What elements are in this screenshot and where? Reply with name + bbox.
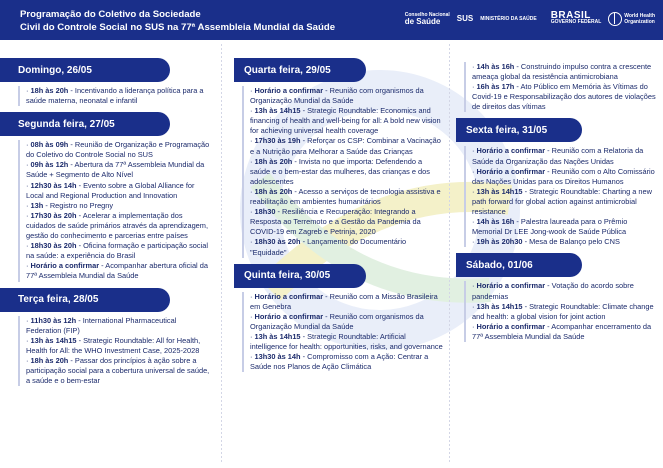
day-items-sexta [464,146,656,247]
schedule-item: · 18h às 20h - Passar dos princípios à ação sobre a participação social para a cobertura universal de saúde, a saúde e o bem-estar [26,355,210,386]
day-items-quinta [242,292,444,373]
brasil-logo: BRASIL GOVERNO FEDERAL [550,10,602,25]
schedule-item: · 13h às 14h15 - Strategic Roundtable: Economics and financing of health and well-being for all: A bold new vision for achieving universal health coverage [250,106,441,136]
schedule-item: · 18h30 às 20h - Lançamento do Documentário "Equidade" [250,237,407,257]
day-items-domingo [18,86,213,106]
header-banner [0,0,663,40]
cns-logo: Conselho Nacional de Saúde [404,12,450,26]
schedule-item: · 19h às 20h30 - Mesa de Balanço pelo CNS [472,237,620,247]
schedule-item: · 18h30 - Resiliência e Recuperação: Integrando a Resposta ao Terremoto e a Gestão da Pandemia da COVID-19 em Zagreb e Petrinja, 2020 [250,207,421,237]
day-items-terca [18,316,213,387]
column-divider [221,44,222,464]
schedule-item: · 16h às 17h - Ato Público em Memória às Vítimas do Covid-19 e Responsabilização dos autores de violações de direitos das vítimas [472,82,656,112]
schedule-item: · Horário a confirmar - Reunião com organismos da Organização Mundial da Saúde [250,311,424,331]
schedule-item: · Horário a confirmar - Reunião com a Relatoria da Saúde da Organização das Nações Unidas [472,146,644,166]
partner-logos [405,6,655,32]
schedule-item: · 13h - Registro no Pregny [26,200,114,210]
column-3 [456,58,656,348]
day-tab-domingo: Domingo, 26/05 [0,58,170,82]
day-tab-terca: Terça feira, 28/05 [0,288,170,312]
ministerio-logo: MINISTÉRIO DA SAÚDE [480,16,537,22]
schedule-item: · 13h às 14h15 - Strategic Roundtable: Climate change and health: a global vision for joint action [472,301,654,321]
schedule-item: · 18h às 20h - Incentivando a liderança política para a saúde materna, neonatal e infantil [26,86,204,106]
schedule-item: · 13h às 14h15 - Strategic Roundtable: Artificial intelligence for health: opportunities, risks, and governance [250,331,443,352]
schedule-item: · 17h30 às 20h - Acelerar a implementação dos cuidados de saúde primários através da aprendizagem, gestão do conhecimento e parcerias entre países [26,210,208,241]
schedule-item: · 13h às 14h15 - Strategic Roundtable: All for Health, Health for All: the WHO Investment Case, 2025-2028 [26,335,201,355]
schedule-item: · 17h30 às 19h - Reforçar os CSP: Combinar a Vacinação e a Nutrição para Melhorar a Saúde das Crianças [250,136,441,156]
schedule-item: · Horário a confirmar - Reunião com a Missão Brasileira em Genebra [250,291,438,311]
day-items-segunda [18,140,213,281]
day-tab-quarta: Quarta feira, 29/05 [234,58,366,82]
schedule-item: · 09h às 12h - Abertura da 77ª Assembleia Mundial da Saúde + Segmento de Alto Nível [26,160,205,180]
day-tab-sexta: Sexta feira, 31/05 [456,118,582,142]
column-2 [234,58,444,378]
column-divider [449,44,450,464]
sus-logo: SUS [456,14,474,23]
day-items-sabado [464,281,656,342]
schedule-item: · 18h30 às 20h - Oficina formação e participação social na saúde: a experiência do Brasil [26,241,208,261]
schedule-item: · 18h às 20h - Invista no que importa: Defendendo a saúde e o bem-estar das mulheres, das crianças e dos adolescentes [250,156,430,186]
column-1 [8,58,213,392]
who-logo: World Health Organization [608,12,655,26]
schedule-item: · 08h às 09h - Reunião de Organização e Programação do Coletivo do Controle Social no SUS [26,140,210,160]
title-line-1: Programação do Coletivo da Sociedade [20,9,201,20]
day-tab-sabado: Sábado, 01/06 [456,253,582,277]
schedule-item: · 18h às 20h - Acesso a serviços de tecnologia assistiva e reabilitação em ambientes humanitários [250,186,441,207]
title-line-2: Civil do Controle Social no SUS na 77ª Assembleia Mundial da Saúde [20,22,336,33]
schedule-item: · 13h30 às 14h - Compromisso com a Ação: Centrar a Saúde nos Planos de Ação Climática [250,352,429,372]
schedule-item: · Horário a confirmar - Acompanhar encerramento da 77ª Assembleia Mundial da Saúde [472,321,652,341]
schedule-item: · 14h às 16h - Palestra laureada para o Prêmio Memorial Dr LEE Jong-wook de Saúde Pública [472,217,628,237]
schedule-item: · Horário a confirmar - Votação do acordo sobre pandemias [472,281,634,301]
page-title [20,8,440,34]
schedule-item: · 12h30 às 14h - Evento sobre a Global Alliance for Local and Regional Production and Innovation [26,180,195,200]
day-items-quinta-continued [464,62,656,112]
day-tab-segunda: Segunda feira, 27/05 [0,112,170,136]
schedule-item: · 13h às 14h15 - Strategic Roundtable: Charting a new path forward for global action against antimicrobial resistance [472,186,652,217]
schedule-item: · 14h às 16h - Construindo impulso contra a crescente ameaça global da resistência antimicrobiana [472,62,652,82]
schedule-item: · Horário a confirmar - Reunião com organismos da Organização Mundial da Saúde [250,86,424,106]
schedule-item: · 11h30 às 12h - International Pharmaceutical Federation (FIP) [26,315,177,335]
day-tab-quinta: Quinta feira, 30/05 [234,264,366,288]
schedule-item: · Horário a confirmar - Acompanhar abertura oficial da 77ª Assembleia Mundial da Saúde [26,261,208,281]
day-items-quarta [242,86,444,258]
schedule-item: · Horário a confirmar - Reunião com o Alto Comissário das Nações Unidas para os Direitos Humanos [472,166,655,186]
who-globe-icon [608,12,622,26]
